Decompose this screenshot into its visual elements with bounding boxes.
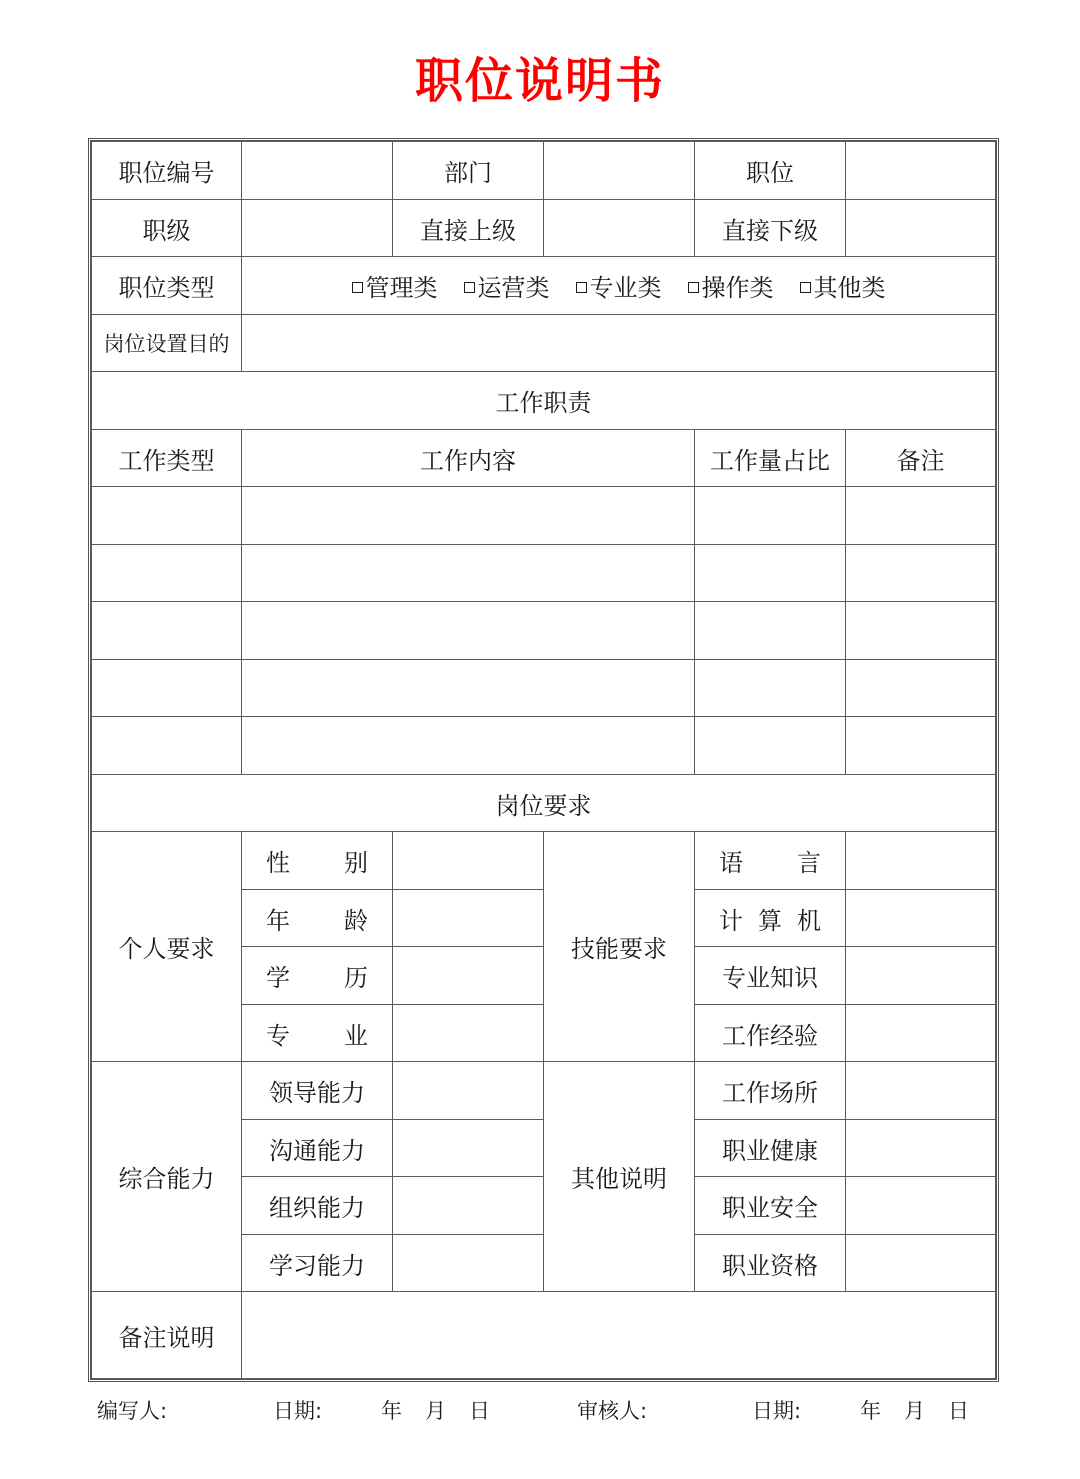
label-department: 部门	[393, 142, 544, 200]
label-workplace: 工作场所	[695, 1062, 846, 1120]
label-position-no: 职位编号	[92, 142, 242, 200]
value-occupational-safety[interactable]	[846, 1177, 996, 1235]
value-direct-superior[interactable]	[544, 200, 695, 257]
job-description-form	[88, 138, 999, 1382]
position-type-options	[242, 257, 996, 315]
label-communication: 沟通能力	[242, 1120, 393, 1177]
label-overall-ability: 综合能力	[92, 1062, 242, 1292]
label-direct-superior: 直接上级	[393, 200, 544, 257]
duty-cell[interactable]	[92, 487, 242, 545]
header-notes: 备注	[846, 430, 996, 487]
label-occupational-health: 职业健康	[695, 1120, 846, 1177]
duty-cell[interactable]	[242, 545, 695, 602]
value-language[interactable]	[846, 832, 996, 890]
label-age: 年 龄	[242, 890, 393, 947]
label-computer: 计 算 机	[695, 890, 846, 947]
label-position: 职位	[695, 142, 846, 200]
label-remarks: 备注说明	[92, 1292, 242, 1379]
checkbox-icon[interactable]	[464, 282, 475, 293]
value-age[interactable]	[393, 890, 544, 947]
option-professional[interactable]: 专业类	[576, 268, 662, 303]
duty-cell[interactable]	[695, 717, 846, 775]
section-duties-title: 工作职责	[92, 372, 996, 430]
year-label-2: 年	[860, 1399, 881, 1423]
header-work-type: 工作类型	[92, 430, 242, 487]
document-title: 职位说明书	[414, 53, 665, 109]
duty-cell[interactable]	[242, 602, 695, 660]
label-position-type: 职位类型	[92, 257, 242, 315]
value-communication[interactable]	[393, 1120, 544, 1177]
value-occupational-health[interactable]	[846, 1120, 996, 1177]
label-major: 专 业	[242, 1005, 393, 1062]
value-qualification[interactable]	[846, 1235, 996, 1292]
duty-row	[92, 487, 996, 545]
duty-cell[interactable]	[695, 602, 846, 660]
month-label-1: 月	[425, 1399, 446, 1423]
option-management[interactable]: 管理类	[352, 268, 438, 303]
duty-cell[interactable]	[92, 602, 242, 660]
duty-cell[interactable]	[92, 545, 242, 602]
month-label-2: 月	[904, 1399, 925, 1423]
year-label-1: 年	[381, 1399, 402, 1423]
value-learning[interactable]	[393, 1235, 544, 1292]
value-major[interactable]	[393, 1005, 544, 1062]
label-other-notes: 其他说明	[544, 1062, 695, 1292]
option-operations[interactable]: 运营类	[464, 268, 550, 303]
value-direct-subordinate[interactable]	[846, 200, 996, 257]
checkbox-icon[interactable]	[688, 282, 699, 293]
duty-row	[92, 717, 996, 775]
value-education[interactable]	[393, 947, 544, 1005]
value-workplace[interactable]	[846, 1062, 996, 1120]
duty-cell[interactable]	[846, 545, 996, 602]
duty-cell[interactable]	[695, 487, 846, 545]
form-table	[91, 141, 996, 1379]
reviewer-label: 审核人:	[577, 1399, 648, 1423]
value-position[interactable]	[846, 142, 996, 200]
value-computer[interactable]	[846, 890, 996, 947]
label-education: 学 历	[242, 947, 393, 1005]
signature-footer	[0, 1395, 1080, 1427]
duty-cell[interactable]	[846, 717, 996, 775]
label-learning: 学习能力	[242, 1235, 393, 1292]
option-other[interactable]: 其他类	[800, 268, 886, 303]
value-remarks[interactable]	[242, 1292, 996, 1379]
duty-cell[interactable]	[92, 660, 242, 717]
label-work-experience: 工作经验	[695, 1005, 846, 1062]
label-gender: 性 别	[242, 832, 393, 890]
label-direct-subordinate: 直接下级	[695, 200, 846, 257]
value-purpose[interactable]	[242, 315, 996, 372]
duty-cell[interactable]	[695, 660, 846, 717]
day-label-2: 日	[948, 1399, 969, 1423]
value-organization[interactable]	[393, 1177, 544, 1235]
header-work-content: 工作内容	[242, 430, 695, 487]
label-leadership: 领导能力	[242, 1062, 393, 1120]
duty-row	[92, 602, 996, 660]
label-professional-knowledge: 专业知识	[695, 947, 846, 1005]
duty-cell[interactable]	[846, 660, 996, 717]
label-qualification: 职业资格	[695, 1235, 846, 1292]
label-grade: 职级	[92, 200, 242, 257]
duty-row	[92, 660, 996, 717]
checkbox-icon[interactable]	[576, 282, 587, 293]
date-label-1: 日期:	[273, 1399, 323, 1423]
duty-row	[92, 545, 996, 602]
value-leadership[interactable]	[393, 1062, 544, 1120]
value-grade[interactable]	[242, 200, 393, 257]
value-professional-knowledge[interactable]	[846, 947, 996, 1005]
duty-cell[interactable]	[92, 717, 242, 775]
value-department[interactable]	[544, 142, 695, 200]
checkbox-icon[interactable]	[352, 282, 363, 293]
label-personal-requirements: 个人要求	[92, 832, 242, 1062]
day-label-1: 日	[469, 1399, 490, 1423]
label-skill-requirements: 技能要求	[544, 832, 695, 1062]
duty-cell[interactable]	[242, 487, 695, 545]
duty-cell[interactable]	[846, 487, 996, 545]
duty-cell[interactable]	[242, 660, 695, 717]
label-organization: 组织能力	[242, 1177, 393, 1235]
header-workload: 工作量占比	[695, 430, 846, 487]
value-gender[interactable]	[393, 832, 544, 890]
checkbox-icon[interactable]	[800, 282, 811, 293]
label-occupational-safety: 职业安全	[695, 1177, 846, 1235]
label-language: 语 言	[695, 832, 846, 890]
value-position-no[interactable]	[242, 142, 393, 200]
option-operational[interactable]: 操作类	[688, 268, 774, 303]
value-work-experience[interactable]	[846, 1005, 996, 1062]
section-requirements-title: 岗位要求	[92, 775, 996, 832]
duty-cell[interactable]	[695, 545, 846, 602]
writer-label: 编写人:	[97, 1399, 168, 1423]
label-purpose: 岗位设置目的	[92, 315, 242, 372]
duty-cell[interactable]	[242, 717, 695, 775]
duty-cell[interactable]	[846, 602, 996, 660]
date-label-2: 日期:	[752, 1399, 802, 1423]
